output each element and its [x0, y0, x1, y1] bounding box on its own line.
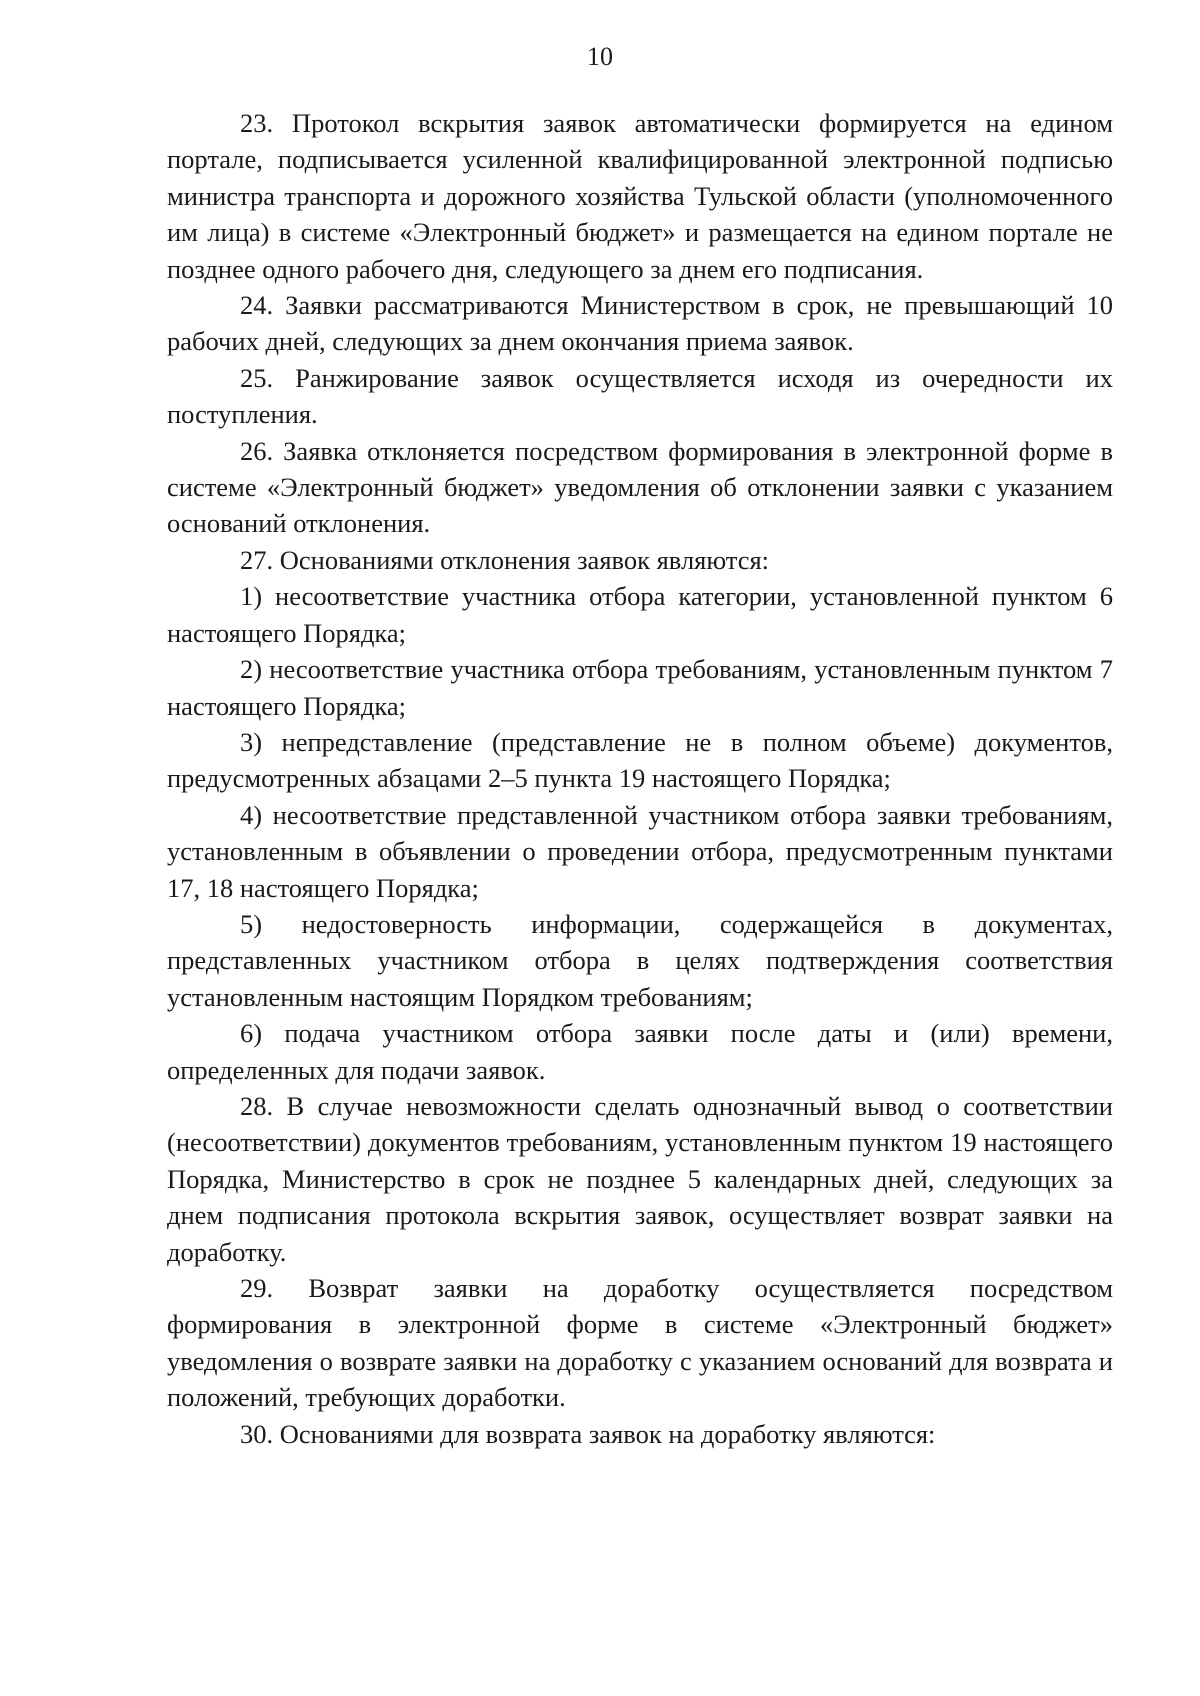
list-item-5: 5) недостоверность информации, содержащейся в документах, представленных участником отбора в целях подтверждения соответствия установленным настоящим Порядком требованиям; [167, 908, 1113, 1012]
list-item-6: 6) подача участником отбора заявки после даты и (или) времени, определенных для подачи заявок. [167, 1018, 1113, 1085]
paragraph-24: 24. Заявки рассматриваются Министерством в срок, не превышающий 10 рабочих дней, следующих за днем окончания приема заявок. [167, 290, 1113, 357]
page-number: 10 [587, 42, 613, 71]
list-item-1: 1) несоответствие участника отбора категории, установленной пунктом 6 настоящего Порядка; [167, 581, 1113, 648]
paragraph-25: 25. Ранжирование заявок осуществляется исходя из очередности их поступления. [167, 362, 1113, 430]
paragraph-30: 30. Основаниями для возврата заявок на доработку являются: [240, 1418, 936, 1449]
paragraph-28: 28. В случае невозможности сделать однозначный вывод о соответствии (несоответствии) документов требованиям, установленным пунктом 19 настоящего Порядка, Министерство в срок не позднее 5 календарных дней, следующих за днем подписания протокола вскрытия заявок, осуществляет возврат заявки на доработку. [167, 1090, 1113, 1267]
list-item-2: 2) несоответствие участника отбора требованиям, установленным пунктом 7 настоящего Порядка; [167, 654, 1113, 721]
list-item-4: 4) несоответствие представленной участником отбора заявки требованиям, установленным в объявлении о проведении отбора, предусмотренным пунктами 17, 18 настоящего Порядка; [167, 799, 1113, 903]
paragraph-26: 26. Заявка отклоняется посредством формирования в электронной форме в системе «Электронный бюджет» уведомления об отклонении заявки с указанием оснований отклонения. [167, 435, 1113, 539]
paragraph-27: 27. Основаниями отклонения заявок являются: [240, 544, 770, 575]
paragraph-23: 23. Протокол вскрытия заявок автоматически формируется на едином портале, подписывается усиленной квалифицированной электронной подписью министра транспорта и дорожного хозяйства Тульской области (уполномоченного им лица) в системе «Электронный бюджет» и размещается на едином портале не позднее одного рабочего дня, следующего за днем его подписания. [167, 108, 1113, 284]
paragraph-29: 29. Возврат заявки на доработку осуществляется посредством формирования в электронной форме в системе «Электронный бюджет» уведомления о возврате заявки на доработку с указанием оснований для возврата и положений, требующих доработки. [167, 1273, 1113, 1413]
list-item-3: 3) непредставление (представление не в полном объеме) документов, предусмотренных абзацами 2–5 пункта 19 настоящего Порядка; [167, 726, 1113, 794]
document-body [167, 105, 1113, 1452]
